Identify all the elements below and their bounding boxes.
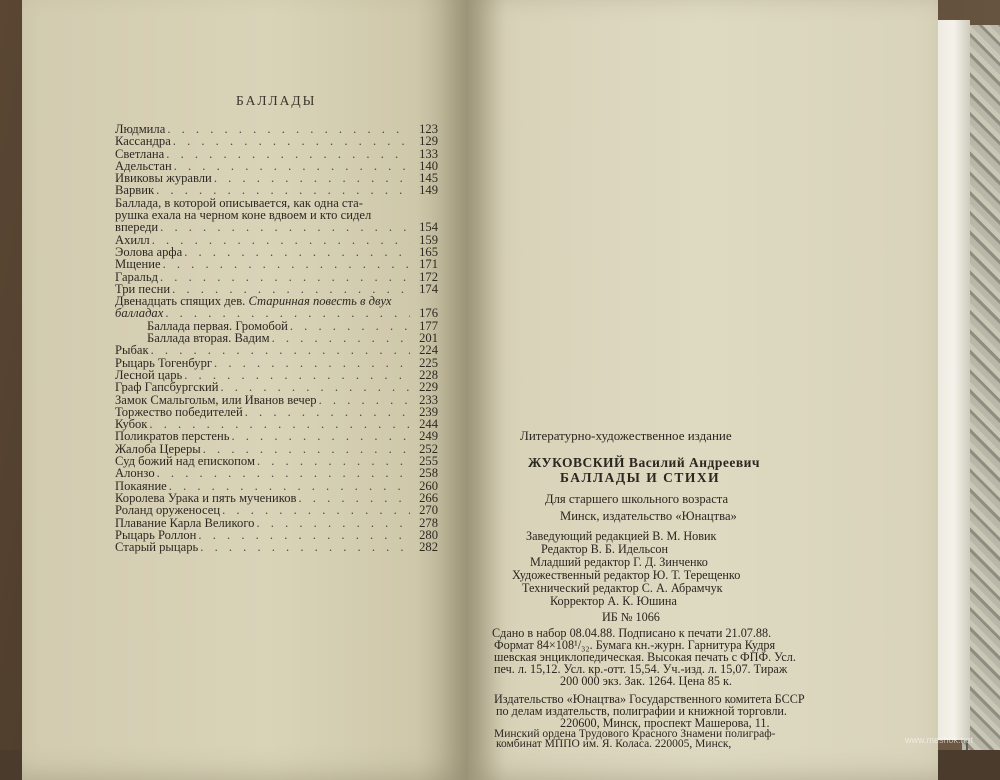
toc-entry: Ахилл . . . 159 xyxy=(115,234,438,246)
staff-line: Заведующий редакцией В. М. Новик xyxy=(526,529,717,543)
toc-entry: Кассандра . . . 129 xyxy=(115,135,438,147)
toc-entry: Лесной царь . . . 228 xyxy=(115,369,438,381)
toc-entry: Баллада, в которой описывается, как одна ста- рушка ехала на черном коне вдвоем и кто сидел впереди . . . 154 xyxy=(115,197,438,234)
toc-entry: Покаяние . . . 260 xyxy=(115,480,438,492)
toc-subentry: Баллада вторая. Вадим . . . 201 xyxy=(115,332,438,344)
toc-entry: Поликратов перстень . . . 249 xyxy=(115,430,438,442)
printer-info-line: Минский ордена Трудового Красного Знамени полиграф- xyxy=(494,728,776,740)
toc-entry: Адельстан . . . 140 xyxy=(115,160,438,172)
toc-entry: Эолова арфа . . . 165 xyxy=(115,246,438,258)
toc-subentry: Баллада первая. Громобой . . . 177 xyxy=(115,320,438,332)
toc-entry: Варвик . . . 149 xyxy=(115,184,438,196)
publisher-info-line: Издательство «Юнацтва» Государственного комитета БССР xyxy=(494,692,805,706)
toc-entry: Три песни . . . 174 xyxy=(115,283,438,295)
printer-info-line: комбинат МППО им. Я. Коласа. 220005, Минск, xyxy=(496,738,732,750)
toc-entry: Светлана . . . 133 xyxy=(115,148,438,160)
toc-entry: Рыбак . . . 224 xyxy=(115,344,438,356)
toc-entry: Роланд оруженосец . . . 270 xyxy=(115,504,438,516)
toc-entry: Плавание Карла Великого . . . 278 xyxy=(115,517,438,529)
book-title: БАЛЛАДЫ И СТИХИ xyxy=(560,470,721,485)
toc-entry: Рыцарь Роллон . . . 280 xyxy=(115,529,438,541)
toc-entry: Гаральд . . . 172 xyxy=(115,271,438,283)
staff-line: Корректор А. К. Юшина xyxy=(550,594,677,608)
toc-entry: Замок Смальгольм, или Иванов вечер . . . 233 xyxy=(115,394,438,406)
tech-line: 200 000 экз. Зак. 1264. Цена 85 к. xyxy=(560,674,732,688)
staff-line: Художественный редактор Ю. Т. Терещенко xyxy=(512,568,741,582)
toc-entry: Алонзо . . . 258 xyxy=(115,467,438,479)
toc-entry: Королева Урака и пять мучеников . . . 266 xyxy=(115,492,438,504)
staff-line: Младший редактор Г. Д. Зинченко xyxy=(530,555,708,569)
toc-entry: Кубок . . . 244 xyxy=(115,418,438,430)
toc-entry: Рыцарь Тогенбург . . . 225 xyxy=(115,357,438,369)
toc-entry: Жалоба Цереры . . . 252 xyxy=(115,443,438,455)
toc-entry: Двенадцать спящих дев. Старинная повесть в двух балладах . . . 176 xyxy=(115,295,438,320)
toc-entry: Граф Гапсбургский . . . 229 xyxy=(115,381,438,393)
staff-line: Технический редактор С. А. Абрамчук xyxy=(522,581,723,595)
edition-type: Литературно-художественное издание xyxy=(520,428,732,443)
toc-list xyxy=(115,123,438,553)
toc-entry: Ивиковы журавли . . . 145 xyxy=(115,172,438,184)
target-audience: Для старшего школьного возраста xyxy=(545,492,729,506)
toc-entry: Старый рыцарь . . . 282 xyxy=(115,541,438,553)
watermark: www.meshok.net xyxy=(905,735,974,745)
ib-number: ИБ № 1066 xyxy=(602,610,660,624)
publisher-line: Минск, издательство «Юнацтва» xyxy=(560,509,737,523)
book-author: ЖУКОВСКИЙ Василий Андреевич xyxy=(528,455,760,470)
tech-line: печ. л. 15,12. Усл. кр.-отт. 15,54. Уч.-изд. л. 15,07. Тираж xyxy=(494,662,788,676)
tech-line: Формат 84×108¹/₃₂. Бумага кн.-журн. Гарнитура Кудря xyxy=(494,638,776,652)
publisher-info-line: по делам издательств, полиграфии и книжной торговли. xyxy=(496,704,787,718)
tech-line: шевская энциклопедическая. Высокая печать с ФПФ. Усл. xyxy=(494,650,796,664)
toc-entry: Людмила . . . 123 xyxy=(115,123,438,135)
toc-entry: Торжество победителей . . . 239 xyxy=(115,406,438,418)
toc-heading: БАЛЛАДЫ xyxy=(236,93,317,108)
tech-line: Сдано в набор 08.04.88. Подписано к печати 21.07.88. xyxy=(492,626,772,640)
publisher-info-line: 220600, Минск, проспект Машерова, 11. xyxy=(560,716,770,730)
toc-entry: Мщение . . . 171 xyxy=(115,258,438,270)
staff-line: Редактор В. Б. Идельсон xyxy=(541,542,669,556)
toc-entry: Суд божий над епископом . . . 255 xyxy=(115,455,438,467)
